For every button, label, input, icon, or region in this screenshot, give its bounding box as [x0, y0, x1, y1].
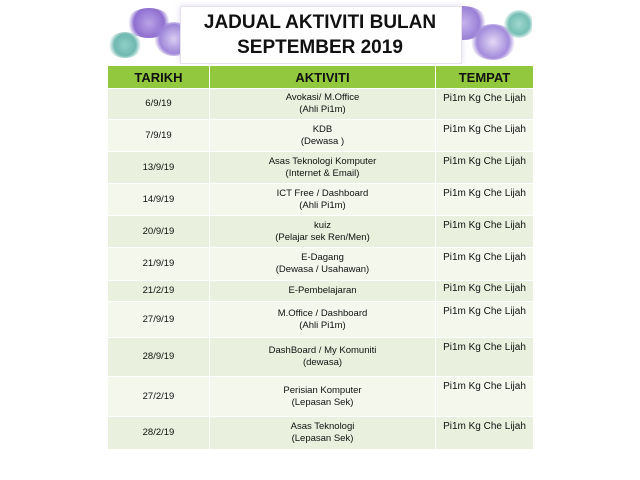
place-cell: Pi1m Kg Che Lijah [436, 281, 534, 302]
activity-name: Asas Teknologi [290, 421, 355, 432]
page-title [180, 10, 460, 60]
activity-audience: (Dewasa ) [300, 135, 345, 147]
column-header-place: TEMPAT [436, 66, 534, 89]
place-cell: Pi1m Kg Che Lijah [436, 184, 534, 216]
activity-cell [210, 338, 436, 377]
title-line-2: SEPTEMBER 2019 [237, 37, 403, 58]
activity-audience: (Internet & Email) [285, 167, 360, 179]
activity-cell [210, 281, 436, 302]
table-row [108, 89, 534, 120]
activity-cell [210, 184, 436, 216]
activity-cell [210, 302, 436, 338]
place-cell: Pi1m Kg Che Lijah [436, 89, 534, 120]
activity-cell [210, 377, 436, 417]
table-row [108, 120, 534, 152]
date-cell: 21/2/19 [108, 281, 210, 302]
table-row [108, 417, 534, 450]
activity-audience: (Ahli Pi1m) [299, 199, 346, 211]
activity-cell [210, 417, 436, 450]
activity-cell [210, 89, 436, 120]
date-cell: 20/9/19 [108, 216, 210, 248]
date-cell: 28/9/19 [108, 338, 210, 377]
activity-cell [210, 152, 436, 184]
activity-name: Asas Teknologi Komputer [268, 155, 377, 167]
place-cell: Pi1m Kg Che Lijah [436, 302, 534, 338]
table-row [108, 281, 534, 302]
activity-name: Avokasi/ M.Office [285, 92, 360, 103]
table-row [108, 216, 534, 248]
schedule-table [107, 65, 534, 450]
date-cell: 6/9/19 [108, 89, 210, 120]
column-header-date: TARIKH [108, 66, 210, 89]
place-cell: Pi1m Kg Che Lijah [436, 417, 534, 450]
date-cell: 13/9/19 [108, 152, 210, 184]
place-cell: Pi1m Kg Che Lijah [436, 216, 534, 248]
activity-cell [210, 216, 436, 248]
activity-name: Perisian Komputer [283, 384, 362, 396]
table-row [108, 302, 534, 338]
place-cell: Pi1m Kg Che Lijah [436, 377, 534, 417]
activity-name: M.Office / Dashboard [277, 307, 368, 319]
activity-audience: (Ahli Pi1m) [299, 319, 346, 331]
activity-audience: (Ahli Pi1m) [299, 104, 346, 115]
table-row [108, 184, 534, 216]
activity-cell [210, 248, 436, 281]
table-row [108, 248, 534, 281]
activity-name: ICT Free / Dashboard [276, 187, 369, 199]
date-cell: 7/9/19 [108, 120, 210, 152]
activity-audience: (Lepasan Sek) [291, 433, 354, 444]
activity-audience: (Lepasan Sek) [291, 396, 354, 408]
activity-audience: (Pelajar sek Ren/Men) [275, 231, 370, 243]
activity-name: DashBoard / My Komuniti [268, 345, 377, 356]
date-cell: 14/9/19 [108, 184, 210, 216]
activity-name: KDB [312, 123, 333, 135]
activity-audience: (Dewasa / Usahawan) [275, 264, 370, 275]
date-cell: 28/2/19 [108, 417, 210, 450]
table-row [108, 377, 534, 417]
column-header-activity: AKTIVITI [210, 66, 436, 89]
place-cell: Pi1m Kg Che Lijah [436, 338, 534, 377]
date-cell: 27/2/19 [108, 377, 210, 417]
place-cell: Pi1m Kg Che Lijah [436, 248, 534, 281]
activity-audience: (dewasa) [302, 357, 343, 368]
activity-cell [210, 120, 436, 152]
date-cell: 27/9/19 [108, 302, 210, 338]
table-row [108, 152, 534, 184]
leaf-icon [108, 32, 142, 58]
table-row [108, 338, 534, 377]
title-line-1: JADUAL AKTIVITI BULAN [203, 12, 437, 33]
date-cell: 21/9/19 [108, 248, 210, 281]
activity-name: kuiz [314, 219, 331, 231]
place-cell: Pi1m Kg Che Lijah [436, 152, 534, 184]
place-cell: Pi1m Kg Che Lijah [436, 120, 534, 152]
activity-name: E-Pembelajaran [288, 285, 357, 296]
leaf-icon [504, 10, 532, 38]
table-header-row [108, 66, 534, 89]
activity-name: E-Dagang [301, 252, 344, 263]
